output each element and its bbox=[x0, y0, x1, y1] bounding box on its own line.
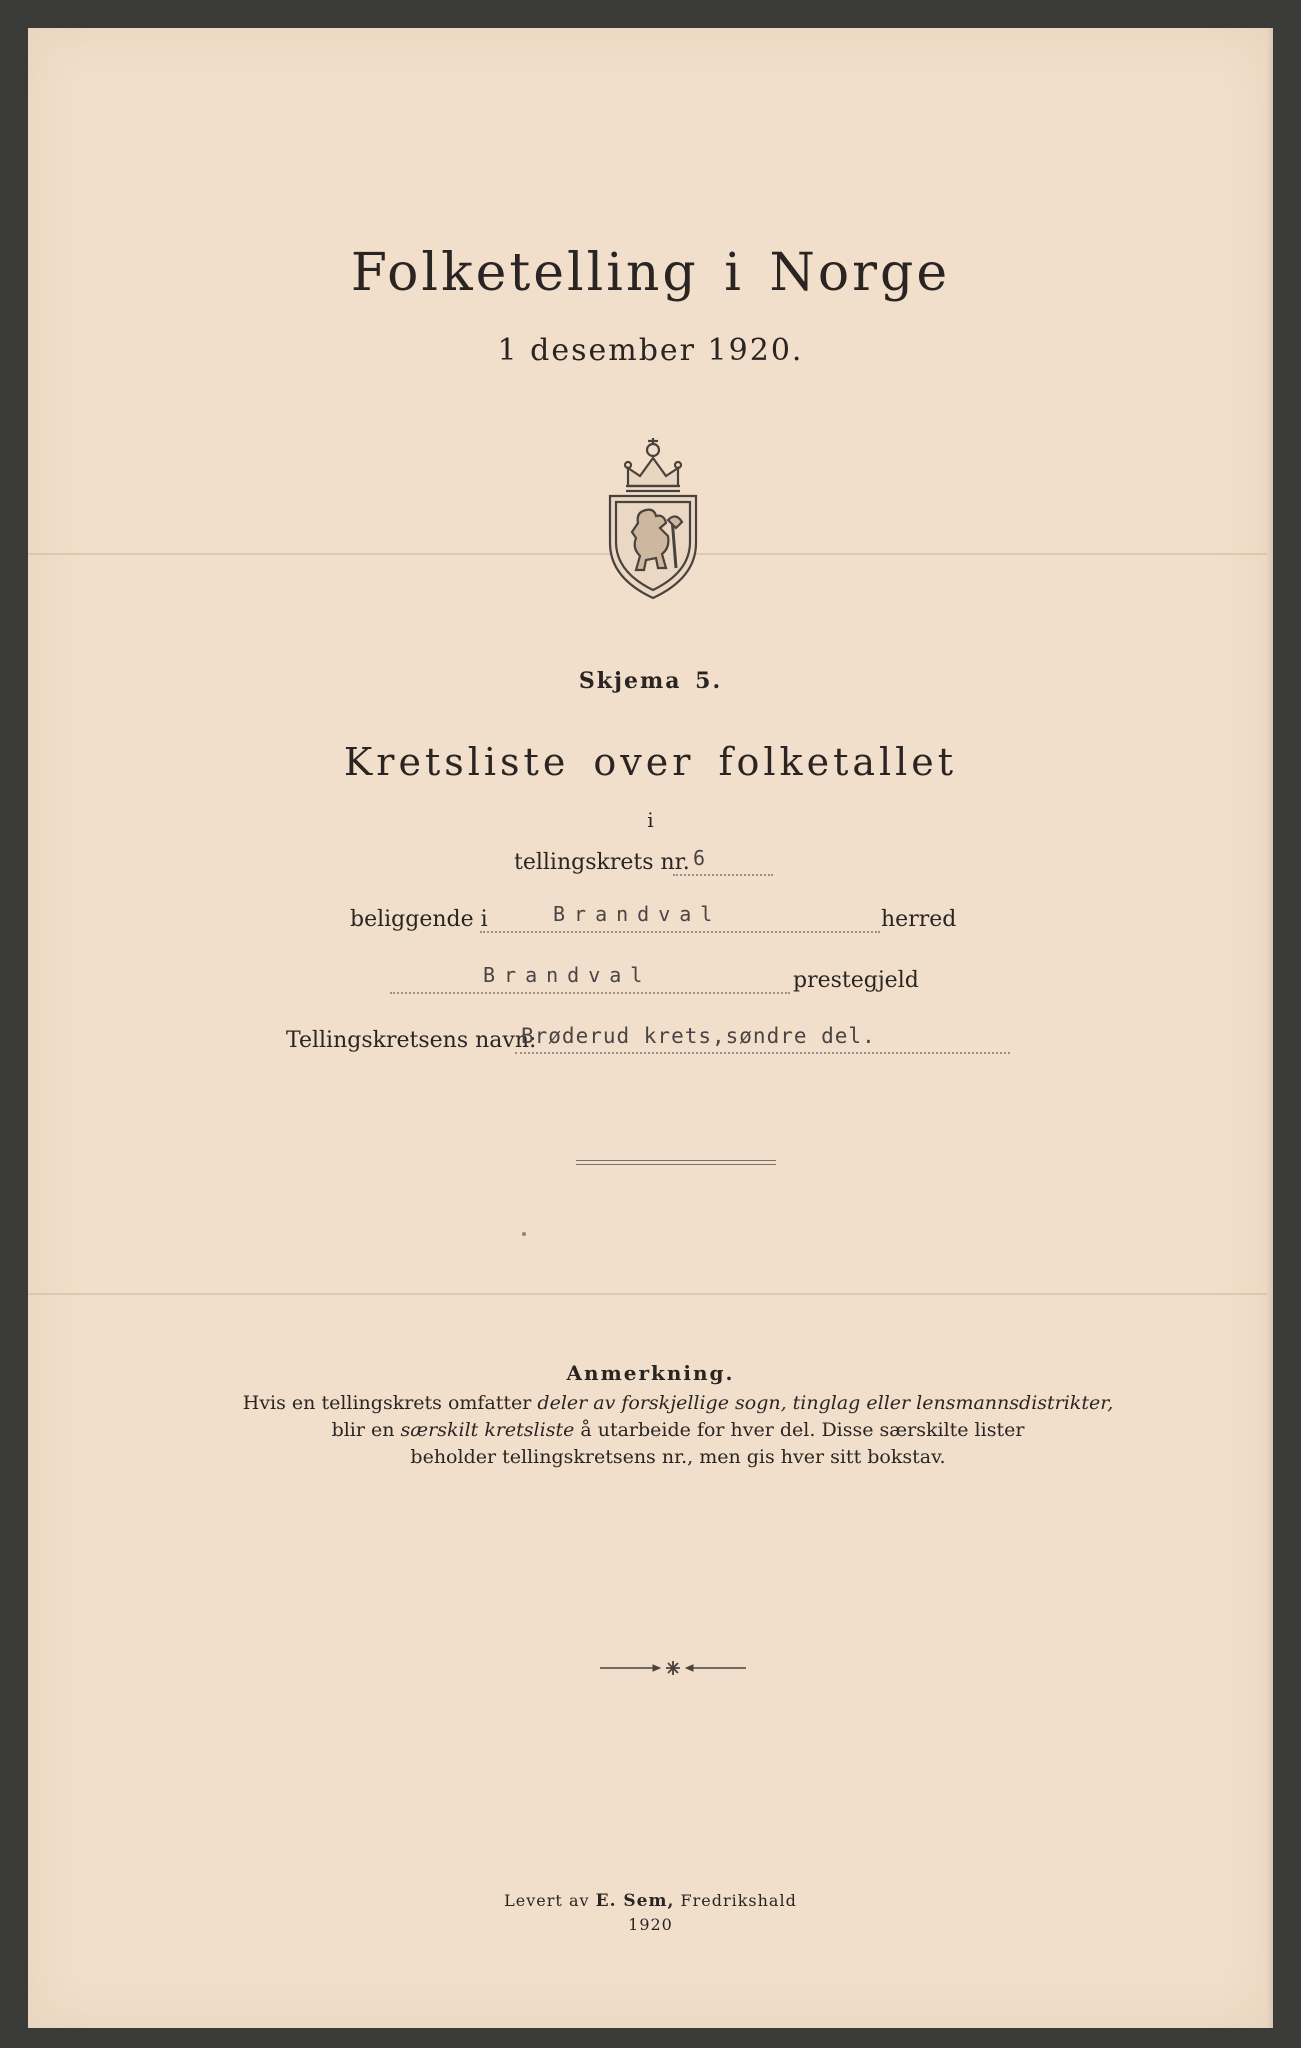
printer-prefix: Levert av bbox=[504, 1891, 596, 1910]
note-body bbox=[228, 1390, 1128, 1471]
note-text: blir en bbox=[331, 1419, 401, 1441]
paper-speck bbox=[522, 1232, 526, 1236]
note-line-3: beholder tellingskretsens nr., men gis hver sitt bokstav. bbox=[410, 1446, 946, 1468]
located-in-label: beliggende i bbox=[350, 907, 488, 932]
district-number-field[interactable] bbox=[673, 848, 773, 876]
district-name-value: Brøderud krets,søndre del. bbox=[521, 1024, 876, 1048]
note-italic-text: særskilt kretsliste bbox=[400, 1419, 575, 1441]
located-in-value: Brandval bbox=[553, 902, 722, 926]
printer-city: Fredrikshald bbox=[674, 1891, 797, 1910]
printer-credit bbox=[28, 1891, 1273, 1911]
paper-edge bbox=[1267, 28, 1273, 2028]
note-heading: Anmerkning. bbox=[566, 1361, 735, 1385]
note-italic-text: deler av forskjellige sogn, tinglag eller lensmannsdistrikter, bbox=[537, 1392, 1114, 1414]
parish-label: prestegjeld bbox=[793, 968, 919, 993]
census-date: 1 desember 1920. bbox=[497, 333, 804, 368]
note-line-1 bbox=[228, 1390, 1128, 1417]
norwegian-coat-of-arms-icon bbox=[598, 428, 708, 603]
district-number-label: tellingskrets nr. bbox=[514, 850, 690, 875]
paper-fold-line bbox=[28, 1293, 1273, 1295]
note-text: å utarbeide for hver del. Disse særskilte lister bbox=[574, 1419, 1025, 1441]
page-title: Folketelling i Norge bbox=[350, 243, 951, 303]
note-text: Hvis en tellingskrets omfatter bbox=[242, 1392, 538, 1414]
printer-year: 1920 bbox=[628, 1915, 673, 1934]
district-name-label: Tellingskretsens navn: bbox=[286, 1028, 537, 1053]
section-divider bbox=[576, 1160, 776, 1165]
parish-value: Brandval bbox=[483, 963, 652, 987]
district-number-value: 6 bbox=[693, 846, 715, 870]
herred-label: herred bbox=[881, 907, 957, 932]
census-form-sheet bbox=[28, 28, 1273, 2028]
connector-text: i bbox=[647, 808, 654, 832]
form-subtitle: Kretsliste over folketallet bbox=[343, 740, 958, 784]
ornament-flourish-icon bbox=[598, 1658, 748, 1678]
printer-name: E. Sem, bbox=[595, 1891, 675, 1911]
note-line-2 bbox=[228, 1417, 1128, 1444]
schema-number: Skjema 5. bbox=[578, 668, 723, 694]
